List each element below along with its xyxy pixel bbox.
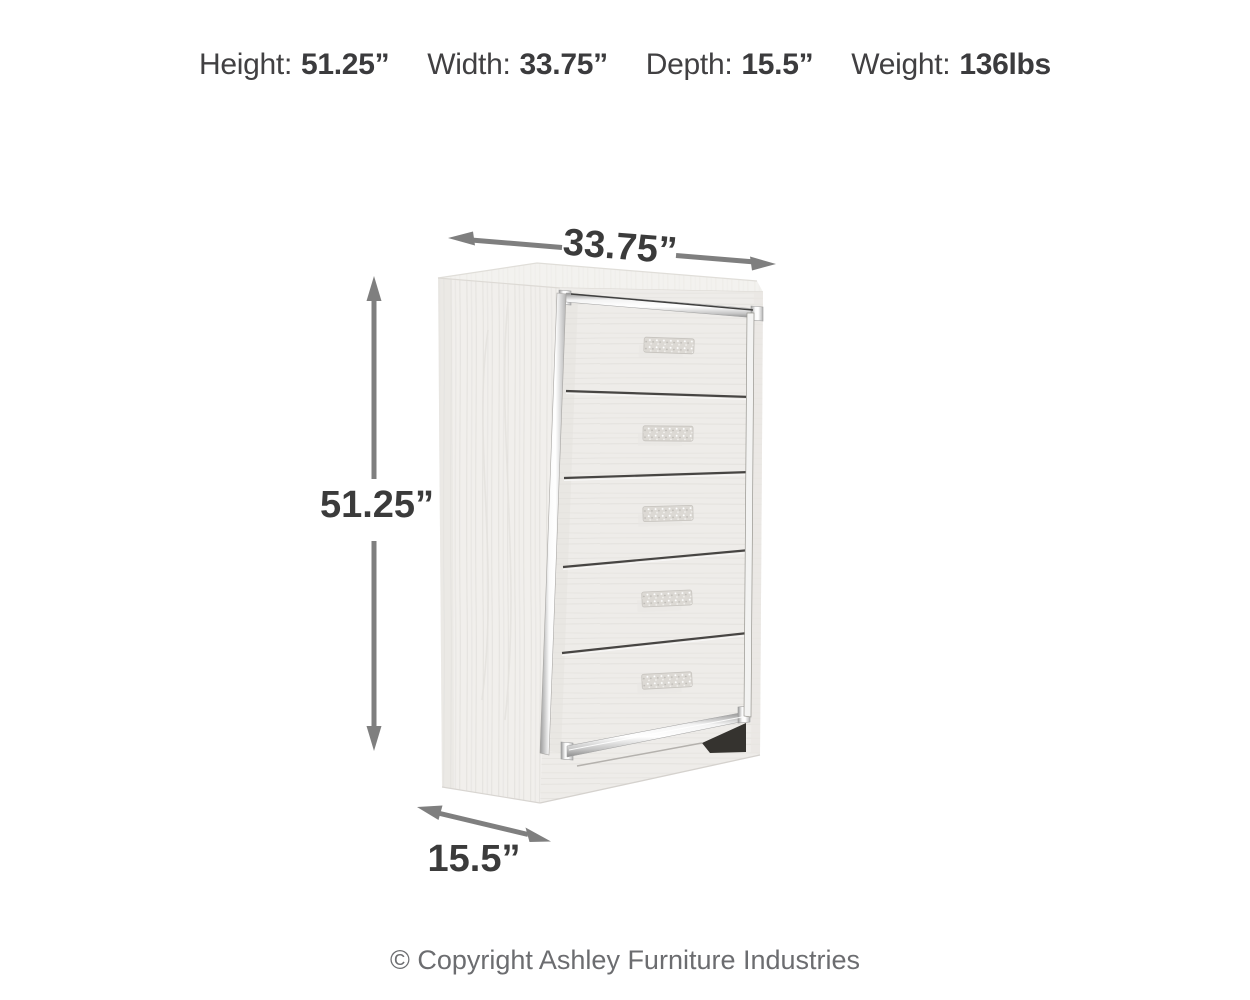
- depth-value: 15.5”: [741, 48, 814, 81]
- height-dimension-label: 51.25”: [319, 484, 435, 526]
- depth-label: Depth:: [645, 48, 733, 81]
- weight-label: Weight:: [851, 48, 951, 81]
- width-value: 33.75”: [519, 48, 608, 81]
- width-arrow-shaft-right: [676, 256, 752, 262]
- width-arrow-shaft-left: [471, 240, 562, 248]
- width-label: Width:: [427, 48, 511, 81]
- chest-figure: [438, 263, 763, 803]
- height-label: Height:: [199, 48, 292, 81]
- depth-arrow-shaft: [440, 814, 528, 835]
- weight-value: 136lbs: [959, 48, 1051, 81]
- depth-dimension-label: 15.5”: [427, 838, 521, 880]
- height-value: 51.25”: [301, 48, 390, 81]
- copyright-notice: © Copyright Ashley Furniture Industries: [389, 945, 861, 975]
- side-panel-edge-shade: [438, 278, 454, 789]
- width-dimension-label: 33.75”: [561, 221, 679, 273]
